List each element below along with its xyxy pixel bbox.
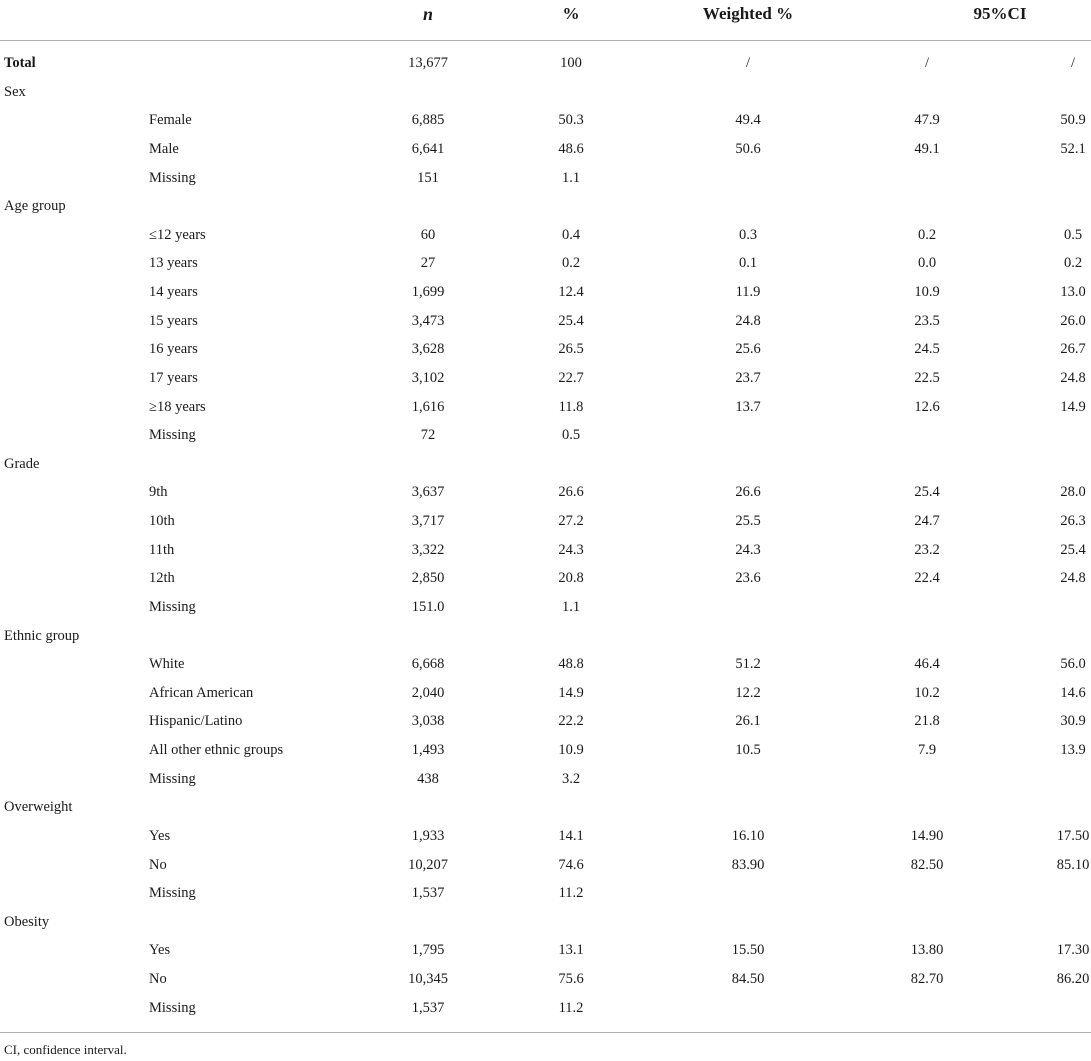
row-label: Female: [149, 112, 192, 129]
cell-ci-lower: 25.4: [914, 484, 940, 501]
cell-weighted-percent: 83.90: [731, 856, 765, 873]
cell-weighted-percent: 0.1: [738, 255, 758, 272]
cell-percent: 11.8: [558, 398, 584, 415]
table-row: [0, 880, 1091, 909]
table-row: [0, 107, 1091, 136]
cell-n: 3,637: [411, 484, 445, 501]
cell-ci-upper: 26.3: [1060, 513, 1086, 529]
group-row: [0, 50, 1091, 79]
cell-n: 6,668: [411, 656, 445, 673]
table-row: [0, 136, 1091, 165]
cell-weighted-percent: 15.50: [731, 942, 765, 959]
cell-percent: 0.4: [561, 226, 581, 243]
cell-percent: 26.6: [558, 484, 584, 501]
cell-n: 438: [417, 770, 439, 787]
group-row: [0, 79, 1091, 108]
cell-n: 6,885: [411, 112, 445, 129]
cell-ci-lower: 24.7: [914, 513, 940, 529]
table-row: [0, 250, 1091, 279]
cell-ci-lower: 22.4: [914, 570, 940, 587]
row-group-label: Sex: [4, 83, 26, 100]
cell-weighted-percent: 26.1: [735, 713, 761, 730]
table-row: [0, 995, 1091, 1024]
cell-percent: 11.2: [558, 999, 584, 1016]
cell-n: 3,628: [411, 341, 445, 358]
cell-ci-lower: 0.2: [917, 226, 937, 243]
cell-percent: 14.1: [558, 827, 584, 844]
cell-weighted-percent: 0.3: [738, 226, 758, 243]
cell-weighted-percent: 25.5: [735, 513, 761, 529]
cell-ci-lower: 24.5: [914, 341, 940, 358]
cell-ci-lower: 82.50: [910, 856, 944, 873]
header-n: n: [422, 4, 434, 24]
cell-ci-upper: 85.10: [1056, 856, 1090, 873]
row-label: Missing: [149, 999, 196, 1016]
cell-ci-upper: 17.30: [1056, 942, 1090, 959]
cell-ci-upper: 24.8: [1060, 570, 1086, 587]
cell-n: 151: [417, 169, 439, 186]
cell-percent: 3.2: [561, 770, 581, 787]
cell-ci-lower: 7.9: [917, 742, 937, 758]
cell-n: 1,699: [411, 284, 445, 300]
row-label: No: [149, 856, 167, 873]
cell-ci-lower: 23.2: [914, 541, 940, 558]
row-label: 13 years: [149, 255, 198, 272]
row-label: All other ethnic groups: [149, 742, 284, 758]
cell-ci-upper: 30.9: [1060, 713, 1086, 730]
cell-ci-upper: 26.7: [1060, 341, 1086, 358]
cell-ci-lower: 10.9: [914, 284, 940, 300]
cell-ci-upper: 86.20: [1056, 971, 1090, 987]
cell-weighted-percent: 23.6: [735, 570, 761, 587]
cell-ci-upper: 52.1: [1060, 140, 1086, 157]
cell-n: 151.0: [411, 598, 445, 615]
group-row: [0, 193, 1091, 222]
table-row: [0, 651, 1091, 680]
header-weighted-percent: Weighted %: [702, 4, 794, 23]
cell-n: 27: [420, 255, 436, 272]
cell-ci-lower: 13.80: [910, 942, 944, 959]
cell-percent: 48.6: [558, 140, 584, 157]
cell-n: 3,717: [411, 513, 445, 529]
cell-ci-upper: 24.8: [1060, 369, 1086, 386]
cell-ci-upper: /: [1070, 55, 1076, 71]
cell-percent: 22.7: [558, 369, 584, 386]
table-row: [0, 565, 1091, 594]
cell-n: 10,207: [408, 856, 448, 873]
cell-ci-lower: 21.8: [914, 713, 940, 730]
cell-n: 3,102: [411, 369, 445, 386]
cell-n: 72: [420, 427, 436, 444]
table-row: [0, 165, 1091, 194]
cell-ci-lower: 12.6: [914, 398, 940, 415]
row-label: 11th: [149, 541, 175, 558]
table-row: [0, 308, 1091, 337]
row-label: 14 years: [149, 284, 198, 300]
cell-n: 10,345: [408, 971, 448, 987]
row-label: 17 years: [149, 369, 198, 386]
cell-weighted-percent: 24.3: [735, 541, 761, 558]
table-body: [0, 50, 1091, 1023]
cell-percent: 22.2: [558, 713, 584, 730]
row-group-label: Age group: [4, 198, 66, 215]
table-row: [0, 766, 1091, 795]
cell-n: 3,473: [411, 312, 445, 329]
cell-ci-lower: 10.2: [914, 684, 940, 701]
table-row: [0, 680, 1091, 709]
cell-n: 1,933: [411, 827, 445, 844]
table-row: [0, 594, 1091, 623]
cell-ci-upper: 28.0: [1060, 484, 1086, 501]
row-label: 16 years: [149, 341, 198, 358]
cell-percent: 20.8: [558, 570, 584, 587]
cell-percent: 14.9: [558, 684, 584, 701]
cell-n: 13,677: [408, 55, 448, 71]
cell-percent: 0.5: [561, 427, 581, 444]
row-label: Male: [149, 140, 179, 157]
group-row: [0, 794, 1091, 823]
table-row: [0, 336, 1091, 365]
row-label: No: [149, 971, 167, 987]
table-row: [0, 394, 1091, 423]
cell-n: 3,322: [411, 541, 445, 558]
cell-ci-upper: 50.9: [1060, 112, 1086, 129]
row-label: 15 years: [149, 312, 198, 329]
cell-ci-upper: 13.0: [1060, 284, 1086, 300]
row-group-label: Ethnic group: [4, 627, 80, 644]
cell-n: 1,537: [411, 999, 445, 1016]
row-label: 12th: [149, 570, 175, 587]
table-row: [0, 537, 1091, 566]
cell-ci-upper: 25.4: [1060, 541, 1086, 558]
table-row: [0, 823, 1091, 852]
cell-ci-upper: 13.9: [1060, 742, 1086, 758]
cell-percent: 50.3: [558, 112, 584, 129]
cell-percent: 0.2: [561, 255, 581, 272]
table-row: [0, 708, 1091, 737]
row-label: Hispanic/Latino: [149, 713, 243, 730]
table-row: [0, 852, 1091, 881]
header-percent: %: [562, 4, 580, 23]
row-label: 10th: [149, 513, 175, 529]
cell-percent: 25.4: [558, 312, 584, 329]
cell-weighted-percent: 23.7: [735, 369, 761, 386]
table-row: [0, 937, 1091, 966]
cell-ci-lower: 47.9: [914, 112, 940, 129]
row-group-label: Obesity: [4, 913, 50, 930]
cell-percent: 10.9: [558, 742, 584, 758]
cell-n: 1,537: [411, 885, 445, 902]
cell-weighted-percent: 51.2: [735, 656, 761, 673]
group-row: [0, 623, 1091, 652]
cell-percent: 27.2: [558, 513, 584, 529]
group-row: [0, 909, 1091, 938]
cell-weighted-percent: 10.5: [735, 742, 761, 758]
cell-ci-lower: 82.70: [910, 971, 944, 987]
cell-ci-upper: 0.5: [1063, 226, 1083, 243]
cell-ci-lower: 0.0: [917, 255, 937, 272]
cell-n: 1,493: [411, 742, 445, 758]
cell-weighted-percent: 49.4: [735, 112, 761, 129]
row-label: White: [149, 656, 185, 673]
row-label: 9th: [149, 484, 168, 501]
cell-percent: 74.6: [558, 856, 584, 873]
cell-n: 60: [420, 226, 436, 243]
table-row: [0, 508, 1091, 537]
cell-ci-lower: 49.1: [914, 140, 940, 157]
row-label: Missing: [149, 427, 196, 444]
cell-weighted-percent: 50.6: [735, 140, 761, 157]
cell-weighted-percent: 84.50: [731, 971, 765, 987]
cell-ci-upper: 17.50: [1056, 827, 1090, 844]
cell-ci-upper: 0.2: [1063, 255, 1083, 272]
row-group-label: Overweight: [4, 799, 73, 816]
table-row: [0, 365, 1091, 394]
row-label: ≥18 years: [149, 398, 206, 415]
header-95ci: 95%CI: [973, 4, 1027, 23]
row-label: Yes: [149, 942, 171, 959]
cell-weighted-percent: /: [745, 55, 751, 71]
cell-ci-upper: 14.9: [1060, 398, 1086, 415]
cell-percent: 48.8: [558, 656, 584, 673]
table-row: [0, 737, 1091, 766]
cell-ci-lower: /: [924, 55, 930, 71]
row-label: ≤12 years: [149, 226, 206, 243]
cell-ci-upper: 14.6: [1060, 684, 1086, 701]
cell-ci-lower: 23.5: [914, 312, 940, 329]
cell-weighted-percent: 12.2: [735, 684, 761, 701]
cell-weighted-percent: 24.8: [735, 312, 761, 329]
cell-n: 2,040: [411, 684, 445, 701]
cell-percent: 26.5: [558, 341, 584, 358]
row-label: Missing: [149, 885, 196, 902]
cell-ci-upper: 56.0: [1060, 656, 1086, 673]
row-label: Missing: [149, 770, 196, 787]
cell-percent: 1.1: [561, 598, 581, 615]
table-row: [0, 279, 1091, 308]
cell-percent: 12.4: [558, 284, 584, 300]
bottom-rule: [0, 1032, 1091, 1033]
table-footnote: CI, confidence interval.: [4, 1042, 127, 1057]
row-label: Missing: [149, 169, 196, 186]
cell-percent: 11.2: [558, 885, 584, 902]
table-row: [0, 222, 1091, 251]
cell-n: 1,795: [411, 942, 445, 959]
row-group-label: Total: [4, 55, 36, 71]
table-header: [0, 0, 1091, 40]
cell-ci-lower: 22.5: [914, 369, 940, 386]
cell-n: 2,850: [411, 570, 445, 587]
cell-n: 1,616: [411, 398, 445, 415]
cell-percent: 100: [560, 55, 582, 71]
cell-weighted-percent: 25.6: [735, 341, 761, 358]
row-label: Missing: [149, 598, 196, 615]
group-row: [0, 451, 1091, 480]
cell-percent: 1.1: [561, 169, 581, 186]
cell-ci-upper: 26.0: [1060, 312, 1086, 329]
cell-percent: 13.1: [558, 942, 584, 959]
cell-weighted-percent: 16.10: [731, 827, 765, 844]
cell-percent: 75.6: [558, 971, 584, 987]
cell-ci-lower: 46.4: [914, 656, 940, 673]
cell-n: 3,038: [411, 713, 445, 730]
cell-ci-lower: 14.90: [910, 827, 944, 844]
cell-weighted-percent: 13.7: [735, 398, 761, 415]
cell-weighted-percent: 26.6: [735, 484, 761, 501]
row-group-label: Grade: [4, 455, 40, 472]
header-rule: [0, 40, 1091, 41]
row-label: African American: [149, 684, 254, 701]
cell-percent: 24.3: [558, 541, 584, 558]
table-row: [0, 422, 1091, 451]
table-row: [0, 479, 1091, 508]
table-row: [0, 966, 1091, 995]
row-label: Yes: [149, 827, 171, 844]
cell-n: 6,641: [411, 140, 445, 157]
cell-weighted-percent: 11.9: [735, 284, 761, 300]
